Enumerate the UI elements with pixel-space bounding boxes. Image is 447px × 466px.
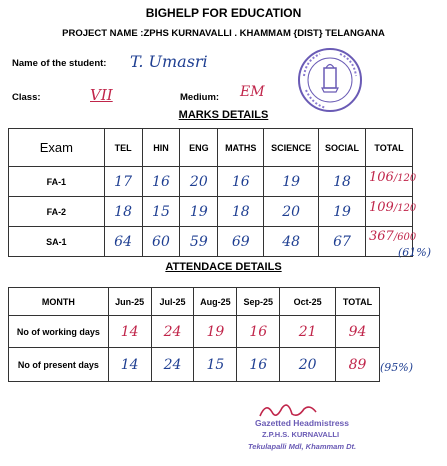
attendance-total: 89 [336, 348, 380, 382]
table-row [9, 227, 413, 257]
attendance-percent-note: (95%) [380, 361, 414, 374]
total-value: 106 [369, 170, 394, 185]
signature-line-2: Z.P.H.S. KURNAVALLI [262, 430, 340, 439]
attendance-cell: 16 [237, 316, 280, 348]
col-total: TOTAL [336, 288, 380, 316]
col-science: SCIENCE [264, 129, 319, 167]
mark-cell: 16 [218, 167, 264, 197]
mark-cell: 18 [104, 197, 142, 227]
marks-table [8, 128, 413, 257]
student-name-value: T. Umasri [130, 52, 208, 71]
attendance-cell: 15 [194, 348, 237, 382]
total-fa1 [369, 170, 416, 185]
signature-line-3: Tekulapalli Mdl, Khammam Dt. [248, 442, 357, 451]
row-label: No of present days [9, 348, 109, 382]
col-month: MONTH [9, 288, 109, 316]
col-jul: Jul-25 [151, 288, 194, 316]
total-fa2 [369, 200, 416, 215]
project-title: PROJECT NAME :ZPHS KURNAVALLI . KHAMMAM {DIST} TELANGANA [62, 28, 385, 39]
attendance-cell: 24 [151, 348, 194, 382]
medium-label: Medium: [180, 92, 220, 103]
mark-cell: 48 [264, 227, 319, 257]
table-row [9, 197, 413, 227]
col-jun: Jun-25 [108, 288, 151, 316]
mark-cell: 18 [319, 167, 366, 197]
col-sep: Sep-25 [237, 288, 280, 316]
class-label: Class: [12, 92, 41, 103]
attendance-cell: 16 [237, 348, 280, 382]
attendance-header-row [9, 288, 380, 316]
class-value: VII [90, 86, 113, 104]
total-max: /120 [393, 173, 417, 184]
total-max: /600 [393, 232, 417, 243]
attendance-total: 94 [336, 316, 380, 348]
total-value: 109 [369, 200, 394, 215]
total-max: /120 [393, 203, 417, 214]
marks-header-row [9, 129, 413, 167]
medium-value: EM [240, 84, 265, 100]
school-seal [296, 46, 364, 114]
exam-label: FA-2 [9, 197, 105, 227]
table-row [9, 167, 413, 197]
table-row [9, 316, 380, 348]
mark-cell: 19 [180, 197, 218, 227]
marks-percent-note: (61%) [398, 246, 432, 259]
mark-cell: 20 [264, 197, 319, 227]
mark-cell: 20 [180, 167, 218, 197]
mark-cell: 15 [142, 197, 180, 227]
mark-cell: 16 [142, 167, 180, 197]
attendance-cell: 19 [194, 316, 237, 348]
total-value: 367 [369, 229, 394, 244]
attendance-cell: 14 [108, 348, 151, 382]
attendance-title: ATTENDACE DETAILS [165, 261, 282, 273]
attendance-table [8, 287, 380, 382]
attendance-cell: 24 [151, 316, 194, 348]
col-social: SOCIAL [319, 129, 366, 167]
row-label: No of working days [9, 316, 109, 348]
total-sa1 [369, 229, 416, 244]
mark-cell: 19 [319, 197, 366, 227]
col-eng: ENG [180, 129, 218, 167]
col-exam: Exam [9, 129, 105, 167]
mark-cell: 17 [104, 167, 142, 197]
mark-cell: 69 [218, 227, 264, 257]
mark-cell: 67 [319, 227, 366, 257]
col-total: TOTAL [366, 129, 413, 167]
exam-label: FA-1 [9, 167, 105, 197]
mark-cell: 64 [104, 227, 142, 257]
signature-line-1: Gazetted Headmistress [255, 418, 350, 428]
col-aug: Aug-25 [194, 288, 237, 316]
org-title: BIGHELP FOR EDUCATION [145, 6, 302, 20]
attendance-cell: 21 [280, 316, 336, 348]
col-maths: MATHS [218, 129, 264, 167]
mark-cell: 19 [264, 167, 319, 197]
mark-cell: 60 [142, 227, 180, 257]
col-tel: TEL [104, 129, 142, 167]
attendance-cell: 20 [280, 348, 336, 382]
table-row [9, 348, 380, 382]
col-hin: HIN [142, 129, 180, 167]
col-oct: Oct-25 [280, 288, 336, 316]
mark-cell: 18 [218, 197, 264, 227]
marks-title: MARKS DETAILS [178, 109, 269, 121]
mark-cell: 59 [180, 227, 218, 257]
attendance-cell: 14 [108, 316, 151, 348]
student-name-label: Name of the student: [12, 58, 107, 69]
exam-label: SA-1 [9, 227, 105, 257]
